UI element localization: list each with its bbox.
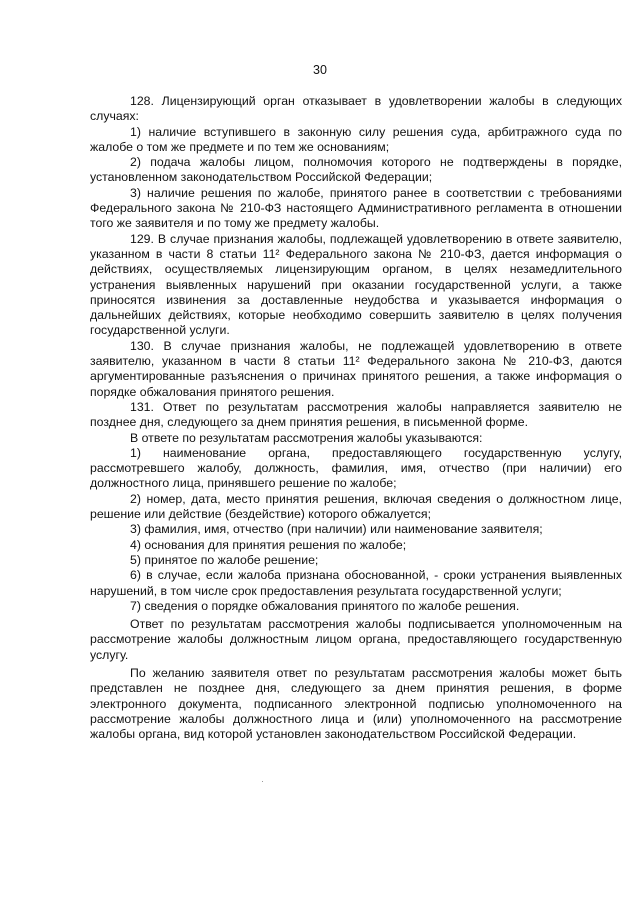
list-item-response-2: 2) номер, дата, место принятия решения, включая сведения о должностном лице, решение или действие (бездействие) которого обжалуется; (90, 491, 622, 522)
paragraph-128: 128. Лицензирующий орган отказывает в удовлетворении жалобы в следующих случаях: (90, 94, 622, 124)
document-body (90, 94, 622, 742)
paragraph-response-contents: В ответе по результатам рассмотрения жалобы указываются: (130, 430, 483, 445)
scan-artifact-dot (262, 781, 263, 782)
list-item-response-4: 4) основания для принятия решения по жалобе; (130, 537, 407, 552)
paragraph-response-signature: Ответ по результатам рассмотрения жалобы подписывается уполномоченным на рассмотрение жалобы должностным лицом органа, предоставляющего государственную услугу. (90, 617, 622, 662)
paragraph-131: 131. Ответ по результатам рассмотрения жалобы направляется заявителю не позднее дня, следующего за днем принятия решения, в письменной форме. (90, 399, 622, 430)
paragraph-129: 129. В случае признания жалобы, подлежащей удовлетворению в ответе заявителю, указанном в части 8 статьи 11² Федерального закона № 210-ФЗ, дается информация о действиях, осуществляемых лицензирующим органом, в целях незамедлительного устранения выявленных нарушений при оказании государственной услуги, а также приносятся извинения за доставленные неудобства и указывается информация о дальнейших действиях, которые необходимо совершить заявителю в целях получения государственной услуги. (90, 231, 622, 338)
list-item-response-6: 6) в случае, если жалоба признана обоснованной, - сроки устранения выявленных нарушений, в том числе срок предоставления результата государственной услуги; (90, 568, 622, 598)
list-item-128-1: 1) наличие вступившего в законную силу решения суда, арбитражного суда по жалобе о том же предмете и по тем же основаниям; (90, 124, 622, 154)
paragraph-electronic-response: По желанию заявителя ответ по результатам рассмотрения жалобы может быть представлен не позднее дня, следующего за днем принятия решения, в форме электронного документа, подписанного электронной подписью уполномоченного на рассмотрение жалобы должностного лица и (или) уполномоченного на рассмотрение жалобы органа, вид которой установлен законодательством Российской Федерации. (90, 665, 622, 742)
paragraph-130: 130. В случае признания жалобы, не подлежащей удовлетворению в ответе заявителю, указанном в части 8 статьи 11² Федерального закона № 210-ФЗ, даются аргументированные разъяснения о причинах принятого решения, а также информация о порядке обжалования принятого решения. (90, 338, 622, 399)
list-item-response-3: 3) фамилия, имя, отчество (при наличии) или наименование заявителя; (130, 522, 543, 537)
page-number: 30 (313, 63, 327, 77)
list-item-128-2: 2) подача жалобы лицом, полномочия которого не подтверждены в порядке, установленном законодательством Российской Федерации; (90, 155, 622, 185)
list-item-response-7: 7) сведения о порядке обжалования принятого по жалобе решения. (130, 598, 520, 613)
list-item-128-3: 3) наличие решения по жалобе, принятого ранее в соответствии с требованиями Федерального закона № 210-ФЗ настоящего Административного регламента в отношении того же заявителя и по тому же предмету жалобы. (90, 185, 622, 231)
list-item-response-1: 1) наименование органа, предоставляющего государственную услугу, рассмотревшего жалобу, должность, фамилия, имя, отчество (при наличии) его должностного лица, принявшего решение по жалобе; (90, 445, 622, 491)
list-item-response-5: 5) принятое по жалобе решение; (130, 552, 319, 567)
